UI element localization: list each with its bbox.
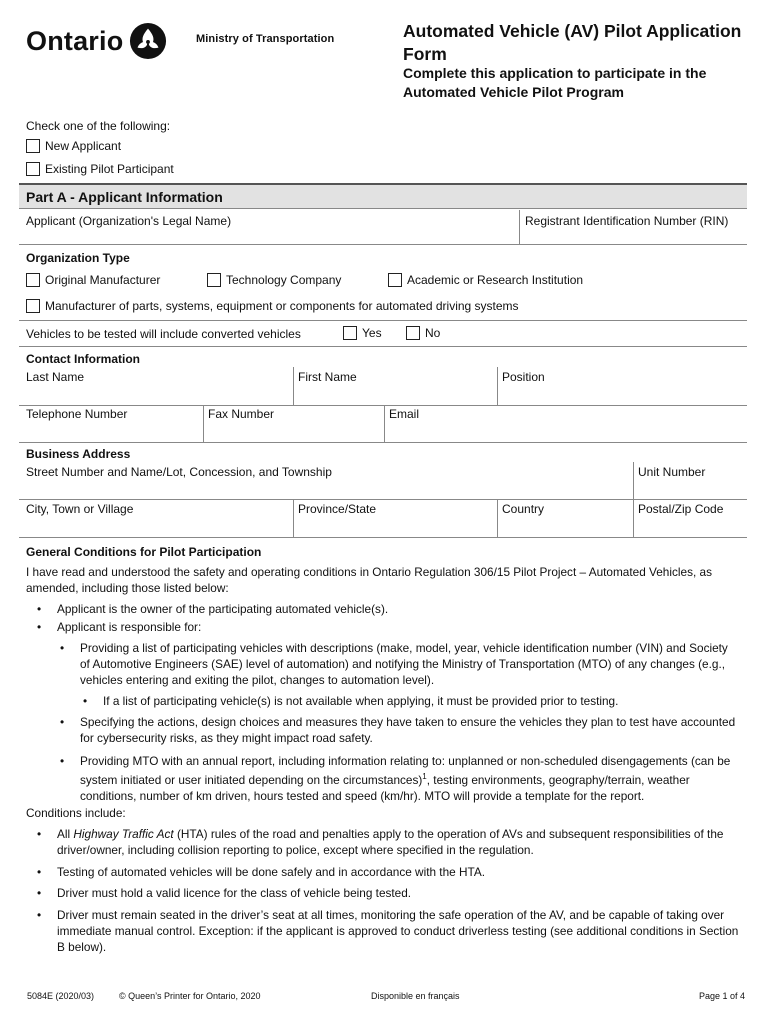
applicant-name-label: Applicant (Organization's Legal Name): [26, 214, 232, 228]
org-type-heading: Organization Type: [26, 251, 130, 265]
org-type-original-manufacturer[interactable]: [26, 273, 160, 287]
org-type-academic[interactable]: [388, 273, 583, 287]
list-item: • Specifying the actions, design choices and measures they have taken to ensure the vehicles they plan to test have accounted for cybersecurity risks, as they might impact road safety.: [60, 715, 736, 745]
last-name-field[interactable]: [19, 367, 293, 405]
postal-field[interactable]: [634, 499, 747, 537]
province-label: Province/State: [298, 502, 377, 516]
last-name-label: Last Name: [26, 370, 85, 384]
new-applicant-option[interactable]: [26, 139, 121, 153]
french-available: Disponible en français: [371, 991, 460, 1001]
new-applicant-label: New Applicant: [45, 139, 122, 153]
unit-label: Unit Number: [638, 465, 706, 479]
street-label: Street Number and Name/Lot, Concession, and Township: [26, 465, 332, 479]
list-item: • Driver must hold a valid licence for the class of vehicle being tested.: [37, 886, 412, 900]
street-field[interactable]: [19, 462, 633, 499]
divider: [19, 442, 747, 443]
position-label: Position: [502, 370, 545, 384]
copyright: © Queen’s Printer for Ontario, 2020: [119, 991, 261, 1001]
form-number: 5084E (2020/03): [27, 991, 95, 1001]
first-name-field[interactable]: [294, 367, 497, 405]
converted-yes-checkbox[interactable]: [343, 326, 357, 340]
city-label: City, Town or Village: [26, 502, 134, 516]
conditions-heading: General Conditions for Pilot Participation: [26, 545, 262, 559]
original-manufacturer-label: Original Manufacturer: [45, 273, 161, 287]
existing-participant-option[interactable]: [26, 162, 174, 176]
divider: [19, 320, 747, 321]
applicant-type-prompt: Check one of the following:: [26, 119, 171, 133]
converted-no-option[interactable]: [406, 326, 440, 340]
list-item: • Providing MTO with an annual report, including information relating to: unplanned or non-scheduled disengagements (can be system initiated or user initiated depending on the circumstances)$^1$, testing environments, geography/terrain, weather conditions, number of km driven, hours tested and speed (km/hr). MTO will provide a template for the report.: [60, 754, 731, 803]
list-item: • Driver must remain seated in the driver’s seat at all times, monitoring the safe operation of the AV, and be capable of taking over immediate manual control. Exception: if the applicant is approved to conduct driverless testing (see additional conditions in Section B below).: [37, 908, 739, 954]
list-item: • Testing of automated vehicles will be done safely and in accordance with the HTA.: [37, 865, 485, 879]
org-type-technology-company[interactable]: [207, 273, 341, 287]
converted-yes-option[interactable]: [343, 326, 382, 340]
form-header: [0, 0, 770, 110]
rin-label: Registrant Identification Number (RIN): [525, 214, 729, 228]
academic-label: Academic or Research Institution: [407, 273, 584, 287]
rin-field[interactable]: [520, 210, 747, 244]
city-field[interactable]: [19, 499, 293, 537]
fax-field[interactable]: [204, 405, 384, 442]
unit-field[interactable]: [634, 462, 747, 499]
position-field[interactable]: [498, 367, 747, 405]
province-field[interactable]: [294, 499, 497, 537]
list-item: • Applicant is responsible for:: [37, 620, 202, 634]
trillium-icon: [129, 22, 167, 60]
contact-info-heading: Contact Information: [26, 352, 140, 366]
part-a-title: Part A - Applicant Information: [26, 189, 223, 205]
original-manufacturer-checkbox[interactable]: [26, 273, 40, 287]
form-title: Automated Vehicle (AV) Pilot Application Form: [403, 21, 742, 64]
org-type-parts-manufacturer[interactable]: [26, 299, 519, 313]
technology-company-checkbox[interactable]: [207, 273, 221, 287]
conditions-intro: I have read and understood the safety and operating conditions in Ontario Regulation 306/15 Pilot Project – Automated Vehicles, as amended, including those listed below:: [26, 565, 712, 595]
country-label: Country: [502, 502, 545, 516]
email-label: Email: [389, 407, 420, 421]
conditions-include-label: Conditions include:: [26, 806, 126, 820]
business-address-heading: Business Address: [26, 447, 131, 461]
list-item: • If a list of participating vehicle(s) is not available when applying, it must be provided prior to testing.: [83, 694, 619, 708]
existing-participant-checkbox[interactable]: [26, 162, 40, 176]
academic-checkbox[interactable]: [388, 273, 402, 287]
parts-manufacturer-label: Manufacturer of parts, systems, equipment or components for automated driving systems: [45, 299, 519, 313]
applicant-name-field[interactable]: [19, 210, 519, 244]
email-field[interactable]: [385, 405, 747, 442]
technology-company-label: Technology Company: [226, 273, 342, 287]
first-name-label: First Name: [298, 370, 357, 384]
form-subtitle: Complete this application to participate in the Automated Vehicle Pilot Program: [403, 65, 707, 100]
no-label: No: [425, 326, 441, 340]
parts-manufacturer-checkbox[interactable]: [26, 299, 40, 313]
ministry-name: Ministry of Transportation: [196, 33, 335, 45]
divider: [19, 537, 747, 538]
postal-label: Postal/Zip Code: [638, 502, 724, 516]
telephone-label: Telephone Number: [26, 407, 128, 421]
list-item: • Providing a list of participating vehicles with descriptions (make, model, year, vehicle identification number (VIN) and Society of Automotive Engineers (SAE) level of automation) and notifying the Ministry of Transportation (MTO) of any changes (e.g., vehicles entering and exiting the pilot, changes to automation level).: [60, 641, 728, 687]
converted-no-checkbox[interactable]: [406, 326, 420, 340]
list-item: • Applicant is the owner of the participating automated vehicle(s).: [37, 602, 389, 616]
logo-text: Ontario: [26, 25, 124, 56]
ontario-logo: [26, 22, 167, 60]
new-applicant-checkbox[interactable]: [26, 139, 40, 153]
converted-vehicles-label: Vehicles to be tested will include converted vehicles: [26, 327, 301, 341]
yes-label: Yes: [362, 326, 382, 340]
fax-label: Fax Number: [208, 407, 275, 421]
telephone-field[interactable]: [19, 405, 203, 442]
page-number: Page 1 of 4: [699, 991, 746, 1001]
part-a-heading: [19, 183, 747, 209]
divider: [19, 244, 747, 245]
divider: [19, 346, 747, 347]
existing-participant-label: Existing Pilot Participant: [45, 162, 174, 176]
country-field[interactable]: [498, 499, 633, 537]
list-item: • All Highway Traffic Act (HTA) rules of the road and penalties apply to the operation of AVs and subsequent responsibilities of the driver/owner, including collision reporting to police, except where specified in the regulation.: [37, 827, 724, 857]
